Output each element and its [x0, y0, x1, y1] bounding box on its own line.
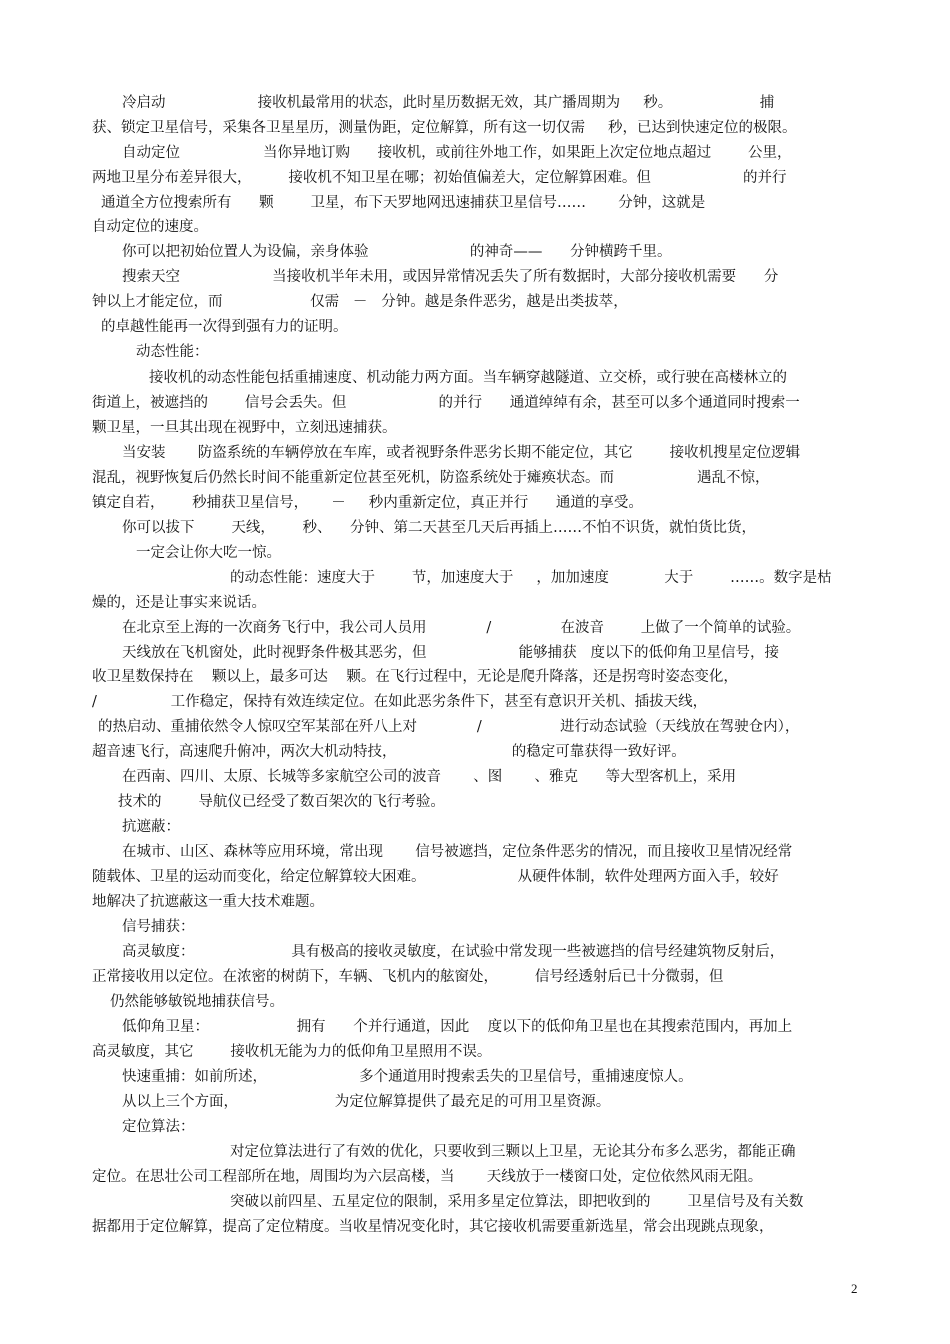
- text-line: 搜索天空 当接收机半年未用，或因异常情况丢失了所有数据时，大部分接收机需要 分: [122, 269, 779, 285]
- text-line: 街道上，被遮挡的 信号会丢失。但 的并行 通道绰绰有余，甚至可以多个通道同时搜索一: [92, 395, 800, 411]
- text-line: 在西南、四川、太原、长城等多家航空公司的波音 、图 、雅克 等大型客机上，采用: [122, 769, 737, 785]
- text-line: 定位。在思壮公司工程部所在地，周围均为六层高楼，当 天线放于一楼窗口处，定位依然风雨无阻。: [92, 1169, 763, 1185]
- text-line: 高灵敏度： 具有极高的接收灵敏度，在试验中常发现一些被遮挡的信号经建筑物反射后，: [122, 944, 785, 960]
- text-line: 当安装 防盗系统的车辆停放在车库，或者视野条件恶劣长期不能定位，其它 接收机搜星定位逻辑: [122, 445, 801, 461]
- text-line: 燥的，还是让事实来说话。: [92, 595, 266, 611]
- text-line: 据都用于定位解算，提高了定位精度。当收星情况变化时，其它接收机需要重新选星，常会出现跳点现象，: [92, 1219, 774, 1235]
- text-line: 地解决了抗遮蔽这一重大技术难题。: [92, 894, 324, 910]
- text-line: 突破以前四星、五星定位的限制，采用多星定位算法，即把收到的 卫星信号及有关数: [230, 1194, 804, 1210]
- text-line: 两地卫星分布差异很大， 接收机不知卫星在哪；初始值偏差大，定位解算困难。但 的并行: [92, 170, 787, 186]
- text-line: 快速重捕：如前所述， 多个通道用时搜索丢失的卫星信号，重捕速度惊人。: [122, 1069, 693, 1085]
- text-line: 低仰角卫星： 拥有 个并行通道，因此 度以下的低仰角卫星也在其搜索范围内，再加上: [122, 1019, 793, 1035]
- text-line: 正常接收用以定位。在浓密的树荫下，车辆、飞机内的舷窗处， 信号经透射后已十分微弱，但: [92, 969, 724, 985]
- text-line: 镇定自若， 秒捕获卫星信号， － 秒内重新定位，真正并行 通道的享受。: [92, 495, 643, 511]
- page-number: 2: [851, 1281, 858, 1296]
- text-line: 自动定位 当你异地订购 接收机，或前往外地工作，如果距上次定位地点超过 公里，: [122, 145, 792, 161]
- text-line: 技术的 导航仪已经受了数百架次的飞行考验。: [118, 794, 445, 810]
- text-line: 收卫星数保持在 颗以上，最多可达 颗。在飞行过程中，无论是爬升降落，还是拐弯时姿态变化，: [92, 669, 738, 685]
- text-line: 钟以上才能定位，而 仅需 － 分钟。越是条件恶劣，越是出类拔萃，: [92, 294, 628, 310]
- text-line: 在北京至上海的一次商务飞行中，我公司人员用 / 在波音 上做了一个简单的试验。: [122, 620, 801, 636]
- text-line: / 工作稳定，保持有效连续定位。在如此恶劣条件下，甚至有意识开关机、插拔天线，: [92, 694, 708, 710]
- text-line: 随载体、卫星的运动而变化，给定位解算较大困难。 从硬件体制，软件处理两方面入手，较好: [92, 869, 779, 885]
- text-line: 超音速飞行，高速爬升俯冲，两次大机动特技， 的稳定可靠获得一致好评。: [92, 744, 686, 760]
- text-line: 天线放在飞机窗处，此时视野条件极其恶劣，但 能够捕获 度以下的低仰角卫星信号，接: [122, 645, 780, 661]
- text-line: 从以上三个方面， 为定位解算提供了最充足的可用卫星资源。: [122, 1094, 611, 1110]
- text-line: 接收机的动态性能包括重捕速度、机动能力两方面。当车辆穿越隧道、立交桥，或行驶在高楼林立的: [149, 370, 787, 386]
- text-line: 的卓越性能再一次得到强有力的证明。: [101, 319, 348, 335]
- text-line: 自动定位的速度。: [92, 219, 208, 235]
- text-line: 的热启动、重捕依然令人惊叹空军某部在歼八上对 / 进行动态试验（天线放在驾驶仓内），: [98, 719, 800, 735]
- section-heading: 动态性能：: [136, 344, 209, 360]
- text-line: 的动态性能：速度大于 节，加速度大于 ，加加速度 大于 ……。数字是枯: [230, 570, 832, 586]
- text-line: 在城市、山区、森林等应用环境，常出现 信号被遮挡，定位条件恶劣的情况，而且接收卫星情况经常: [122, 844, 793, 860]
- text-line: 对定位算法进行了有效的优化，只要收到三颗以上卫星，无论其分布多么恶劣，都能正确: [230, 1144, 796, 1160]
- text-line: 一定会让你大吃一惊。: [136, 545, 281, 561]
- text-line: 仍然能够敏锐地捕获信号。: [110, 994, 284, 1010]
- text-line: 获、锁定卫星信号，采集各卫星星历，测量伪距，定位解算，所有这一切仅需 秒，已达到快速定位的极限。: [92, 120, 797, 136]
- text-line: 冷启动 接收机最常用的状态，此时星历数据无效，其广播周期为 秒。 捕: [122, 95, 775, 111]
- text-line: 通道全方位搜索所有 颗 卫星，布下天罗地网迅速捕获卫星信号…… 分钟，这就是: [101, 195, 706, 211]
- section-heading: 信号捕获：: [122, 919, 195, 935]
- text-line: 高灵敏度，其它 接收机无能为力的低仰角卫星照用不误。: [92, 1044, 492, 1060]
- text-line: 你可以把初始位置人为设偏，亲身体验 的神奇—— 分钟横跨千里。: [122, 244, 672, 260]
- section-heading: 定位算法：: [122, 1119, 195, 1135]
- text-line: 你可以拔下 天线， 秒、 分钟、第二天甚至几天后再插上……不怕不识货，就怕货比货，: [122, 520, 756, 536]
- text-line: 颗卫星，一旦其出现在视野中，立刻迅速捕获。: [92, 420, 397, 436]
- text-line: 混乱，视野恢复后仍然长时间不能重新定位甚至死机，防盗系统处于瘫痪状态。而 遇乱不惊，: [92, 470, 770, 486]
- section-heading: 抗遮蔽：: [122, 819, 180, 835]
